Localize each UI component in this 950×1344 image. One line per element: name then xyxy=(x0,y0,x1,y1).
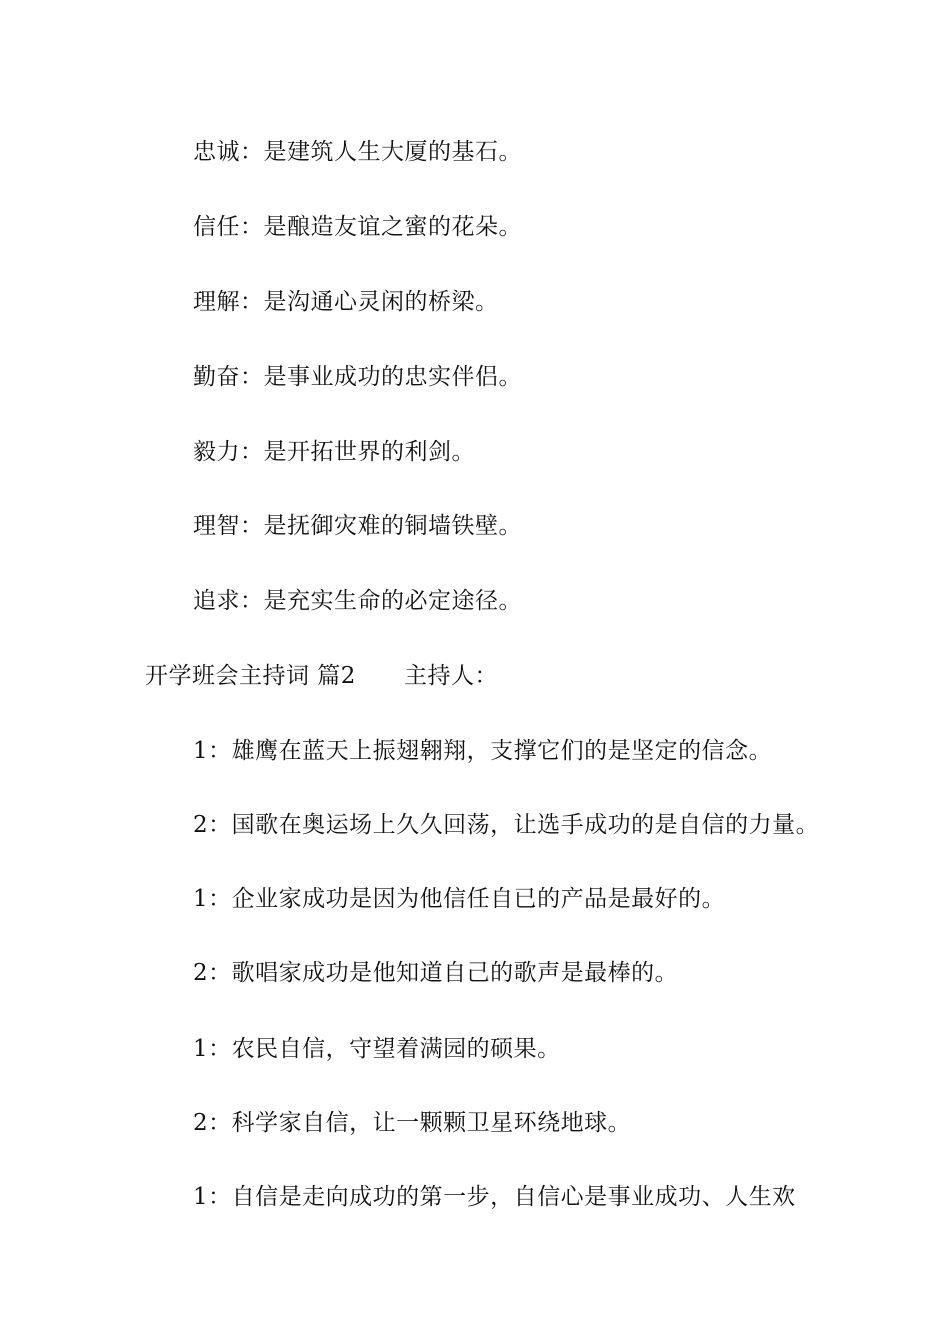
dialogue-line-2: 2：国歌在奥运场上久久回荡，让选手成功的是自信的力量。 xyxy=(193,812,820,838)
heading-title: 开学班会主持词 篇2 xyxy=(145,663,356,689)
dialogue-line-5: 1：农民自信，守望着满园的硕果。 xyxy=(193,1036,561,1062)
paragraph-pursuit: 追求：是充实生命的必定途径。 xyxy=(193,588,522,614)
dialogue-line-4: 2：歌唱家成功是他知道自己的歌声是最棒的。 xyxy=(193,960,679,986)
paragraph-perseverance: 毅力：是开拓世界的利剑。 xyxy=(193,439,475,465)
dialogue-line-7: 1：自信是走向成功的第一步，自信心是事业成功、人生欢 xyxy=(193,1184,796,1210)
paragraph-loyalty: 忠诚：是建筑人生大厦的基石。 xyxy=(193,139,522,165)
paragraph-reason: 理智：是抚御灾难的铜墙铁壁。 xyxy=(193,513,522,539)
paragraph-diligence: 勤奋：是事业成功的忠实伴侣。 xyxy=(193,364,522,390)
dialogue-line-1: 1：雄鹰在蓝天上振翅翱翔，支撑它们的是坚定的信念。 xyxy=(193,738,773,764)
paragraph-trust: 信任：是酿造友谊之蜜的花朵。 xyxy=(193,214,522,240)
section-heading xyxy=(145,661,498,691)
paragraph-understanding: 理解：是沟通心灵闲的桥梁。 xyxy=(193,289,499,315)
dialogue-line-6: 2：科学家自信，让一颗颗卫星环绕地球。 xyxy=(193,1110,632,1136)
dialogue-line-3: 1：企业家成功是因为他信任自已的产品是最好的。 xyxy=(193,886,726,912)
host-label: 主持人： xyxy=(403,663,498,689)
